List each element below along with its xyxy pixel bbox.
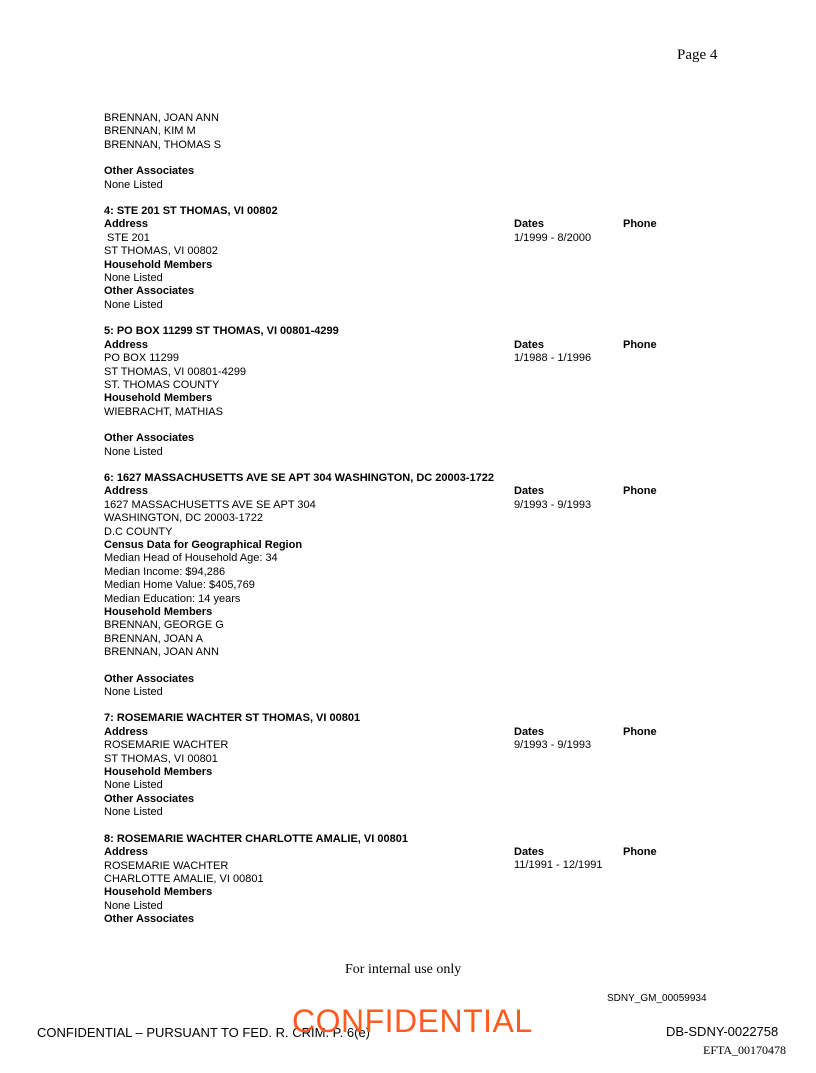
sdny-bates-number: SDNY_GM_00059934 <box>607 993 707 1004</box>
address-line: ST THOMAS, VI 00802 <box>104 245 218 258</box>
phone-heading: Phone <box>623 338 657 351</box>
other-associates-heading: Other Associates <box>104 285 195 298</box>
address-section-7 <box>104 712 744 819</box>
address-heading: Address <box>104 846 149 859</box>
section-title: 7: ROSEMARIE WACHTER ST THOMAS, VI 00801 <box>104 712 361 725</box>
dates-column <box>514 846 634 873</box>
phone-heading: Phone <box>623 846 657 859</box>
address-line: ST THOMAS, VI 00801 <box>104 752 218 765</box>
address-section-4 <box>104 205 744 312</box>
household-heading: Household Members <box>104 766 213 779</box>
address-line: ROSEMARIE WACHTER <box>104 859 229 872</box>
household-heading: Household Members <box>104 258 213 271</box>
address-heading: Address <box>104 338 149 351</box>
address-line: ST THOMAS, VI 00801-4299 <box>104 365 247 378</box>
section-title: 6: 1627 MASSACHUSETTS AVE SE APT 304 WASHINGTON, DC 20003-1722 <box>104 471 495 484</box>
household-member: BRENNAN, GEORGE G <box>104 619 224 632</box>
address-section-6 <box>104 472 744 700</box>
other-associates-value: None Listed <box>104 806 163 819</box>
address-line: 1627 MASSACHUSETTS AVE SE APT 304 <box>104 498 316 511</box>
dates-heading: Dates <box>514 218 544 231</box>
name-line: BRENNAN, THOMAS S <box>104 138 222 151</box>
dates-value: 1/1988 - 1/1996 <box>514 352 592 365</box>
section-title: 5: PO BOX 11299 ST THOMAS, VI 00801-4299 <box>104 325 339 338</box>
confidential-stamp: CONFIDENTIAL <box>292 1003 533 1039</box>
household-member: WIEBRACHT, MATHIAS <box>104 405 223 418</box>
dates-value: 9/1993 - 9/1993 <box>514 498 592 511</box>
other-associates-heading: Other Associates <box>104 913 195 926</box>
internal-use-notice: For internal use only <box>345 962 462 977</box>
page-number: Page 4 <box>677 47 718 63</box>
address-line: CHARLOTTE AMALIE, VI 00801 <box>104 872 264 885</box>
census-heading: Census Data for Geographical Region <box>104 538 303 551</box>
address-line: ST. THOMAS COUNTY <box>104 378 220 391</box>
dates-heading: Dates <box>514 846 544 859</box>
other-associates-heading: Other Associates <box>104 165 195 178</box>
efta-bates-number: EFTA_00170478 <box>703 1043 787 1057</box>
address-heading: Address <box>104 725 149 738</box>
other-associates-heading: Other Associates <box>104 432 195 445</box>
household-heading: Household Members <box>104 606 213 618</box>
dates-heading: Dates <box>514 338 544 351</box>
address-line: ROSEMARIE WACHTER <box>104 739 229 752</box>
address-heading: Address <box>104 485 149 498</box>
census-line: Median Home Value: $405,769 <box>104 579 255 592</box>
phone-heading: Phone <box>623 725 657 738</box>
name-line: BRENNAN, JOAN ANN <box>104 112 219 124</box>
section-title: 8: ROSEMARIE WACHTER CHARLOTTE AMALIE, VI 00801 <box>104 832 408 845</box>
dates-value: 11/1991 - 12/1991 <box>514 859 603 872</box>
household-member: None Listed <box>104 272 163 285</box>
dates-column <box>514 339 634 366</box>
other-associates-value: None Listed <box>104 686 163 699</box>
other-associates-heading: Other Associates <box>104 672 195 685</box>
address-line: D.C COUNTY <box>104 525 173 538</box>
phone-heading: Phone <box>623 218 657 231</box>
other-associates-value: None Listed <box>104 178 163 191</box>
census-line: Median Income: $94,286 <box>104 565 226 578</box>
other-associates-value: None Listed <box>104 445 163 458</box>
address-line: PO BOX 11299 <box>104 352 180 365</box>
dates-value: 1/1999 - 8/2000 <box>514 231 592 244</box>
section-title: 4: STE 201 ST THOMAS, VI 00802 <box>104 205 278 218</box>
dates-heading: Dates <box>514 725 544 738</box>
dates-column <box>514 726 634 753</box>
dates-heading: Dates <box>514 485 544 498</box>
dates-column <box>514 485 634 512</box>
household-member: BRENNAN, JOAN A <box>104 632 204 645</box>
census-line: Median Education: 14 years <box>104 592 241 605</box>
other-associates-heading: Other Associates <box>104 792 195 805</box>
dates-value: 9/1993 - 9/1993 <box>514 739 592 752</box>
document-body <box>104 112 744 927</box>
household-member: BRENNAN, JOAN ANN <box>104 646 219 659</box>
confidentiality-notice: CONFIDENTIAL – PURSUANT TO FED. R. CRIM. P. 6(e) <box>37 1025 371 1040</box>
other-associates-value: None Listed <box>104 298 163 311</box>
name-line: BRENNAN, KIM M <box>104 125 196 138</box>
top-names <box>104 112 744 152</box>
household-member: None Listed <box>104 779 163 792</box>
household-member: None Listed <box>104 899 163 912</box>
db-bates-number: DB-SDNY-0022758 <box>666 1024 779 1039</box>
address-line: STE 201 <box>104 231 150 244</box>
household-heading: Household Members <box>104 886 213 899</box>
address-line: WASHINGTON, DC 20003-1722 <box>104 512 263 525</box>
dates-column <box>514 218 634 245</box>
phone-heading: Phone <box>623 485 657 498</box>
address-heading: Address <box>104 218 149 231</box>
census-line: Median Head of Household Age: 34 <box>104 552 278 565</box>
address-section-5 <box>104 325 744 459</box>
household-heading: Household Members <box>104 392 213 405</box>
address-section-8 <box>104 833 744 927</box>
